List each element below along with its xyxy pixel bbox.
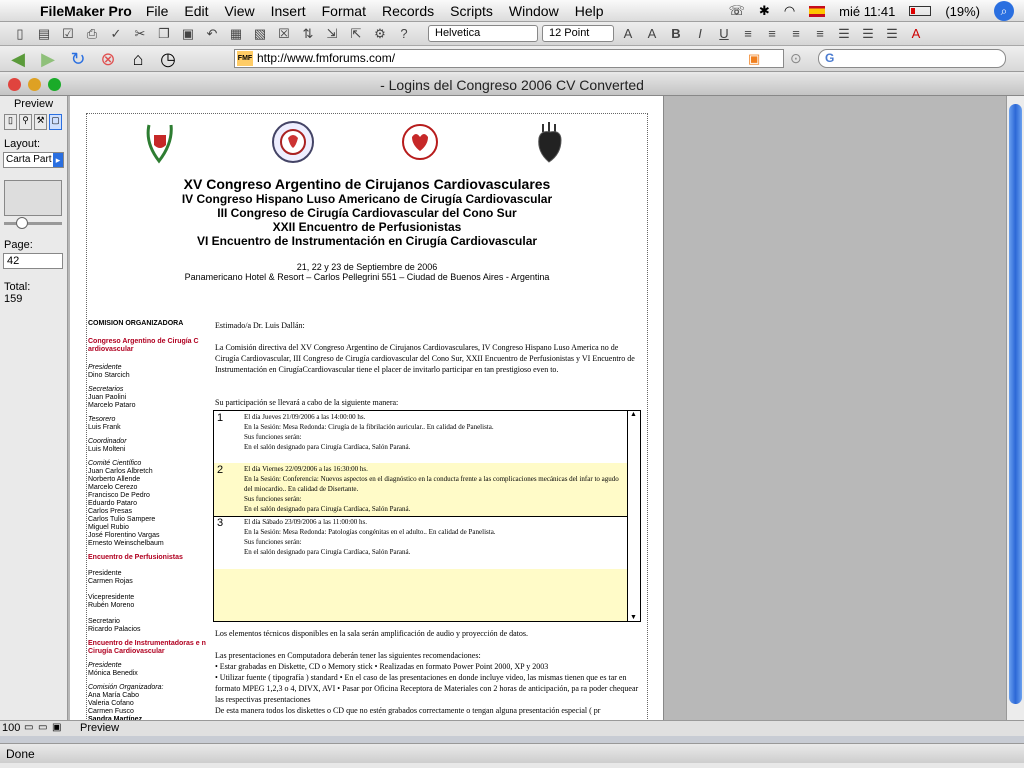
menu-edit[interactable]: Edit bbox=[184, 2, 209, 19]
preview-tool-icon[interactable]: ▢ bbox=[49, 114, 62, 130]
layout-label: Layout: bbox=[4, 138, 41, 150]
session-room: En el salón designado para Cirugía Cardíaca, Salón Paraná. bbox=[244, 548, 411, 556]
browser-toolbar bbox=[0, 46, 1024, 72]
window-title: - Logins del Congreso 2006 CV Converted bbox=[380, 77, 644, 93]
tool-palette bbox=[4, 114, 67, 130]
new-doc-icon[interactable]: ▯ bbox=[16, 25, 24, 41]
title-1: XV Congreso Argentino de Cirujanos Cardiovasculares bbox=[183, 176, 551, 192]
bold-icon[interactable]: B bbox=[671, 25, 681, 41]
menu-extras bbox=[729, 0, 1024, 22]
committee-congress: Congreso Argentino de Cirugía C ardiovascular bbox=[88, 338, 199, 353]
committee-instrumentadoras: Encuentro de Instrumentadoras e n Cirugía Cardiovascular bbox=[88, 640, 206, 655]
justify-icon[interactable]: ≡ bbox=[816, 25, 824, 41]
anatomical-heart-icon bbox=[532, 118, 568, 166]
event-date: 21, 22 y 23 de Septiembre de 2006 bbox=[296, 262, 438, 272]
member-name: Miguel Rubio bbox=[88, 524, 129, 531]
close-icon[interactable] bbox=[8, 78, 21, 91]
align-left-icon[interactable]: ≡ bbox=[744, 25, 752, 41]
society-seal-icon bbox=[270, 118, 316, 166]
member-name: Carlos Tulio Sampere bbox=[88, 516, 156, 523]
preview-page bbox=[70, 96, 664, 720]
event-venue: Panamericano Hotel & Resort – Carlos Pellegrini 551 – Ciudad de Buenos Aires - Argentina bbox=[184, 272, 550, 282]
role-label: Comité Científico bbox=[88, 460, 142, 467]
menu-window[interactable]: Window bbox=[508, 2, 559, 19]
member-name: Marcelo Pataro bbox=[88, 402, 136, 409]
role-label: Secretarios bbox=[88, 386, 124, 393]
menu-format[interactable]: Format bbox=[321, 2, 366, 19]
delete-record-icon[interactable]: ☒ bbox=[278, 25, 290, 41]
portal-row[interactable] bbox=[214, 516, 628, 570]
menu-view[interactable]: View bbox=[224, 2, 255, 19]
browser-status-bar bbox=[0, 743, 1024, 763]
stop-icon[interactable]: ⊗ bbox=[100, 48, 116, 69]
favicon-icon: FMF bbox=[237, 51, 253, 66]
scroll-down-icon[interactable]: ▼ bbox=[630, 614, 637, 621]
page-booklet-icon[interactable] bbox=[4, 180, 62, 216]
session-room: En el salón designado para Cirugía Cardíaca, Salón Paraná. bbox=[244, 505, 411, 513]
role-label: Presidente bbox=[88, 570, 122, 577]
battery-percent: (19%) bbox=[945, 3, 980, 19]
title-5: VI Encuentro de Instrumentación en Cirugía Cardiovascular bbox=[196, 234, 538, 248]
session-role: Sus funciones serán: bbox=[244, 538, 302, 546]
layout-tool-icon[interactable]: ⚒ bbox=[34, 114, 47, 130]
phone-icon[interactable]: ☏ bbox=[728, 3, 745, 18]
duplicate-record-icon[interactable]: ▧ bbox=[253, 25, 267, 41]
title-2: IV Congreso Hispano Luso Americano de Cirugía Cardiovascular bbox=[181, 192, 553, 206]
portal-scrollbar[interactable] bbox=[627, 411, 640, 621]
committee-perfusionistas: Encuentro de Perfusionistas bbox=[88, 554, 183, 561]
role-label: Tesorero bbox=[88, 416, 116, 423]
rss-icon[interactable]: ▣ bbox=[748, 51, 761, 66]
member-name: Ernesto Weinschelbaum bbox=[88, 540, 164, 547]
zoom-out-icon[interactable]: ▭ bbox=[24, 722, 34, 733]
session-date: El día Jueves 21/09/2006 a las 14:00:00 hs. bbox=[244, 413, 366, 421]
member-name: Carmen Fusco bbox=[88, 708, 134, 715]
minimize-icon[interactable] bbox=[28, 78, 41, 91]
session-date: El día Sábado 23/09/2006 a las 11:00:00 hs. bbox=[244, 518, 368, 526]
vertical-scrollbar[interactable] bbox=[1006, 96, 1024, 720]
member-name: Sandra Martínez bbox=[88, 716, 143, 720]
battery-icon[interactable] bbox=[909, 6, 931, 16]
italic-icon[interactable]: I bbox=[698, 25, 702, 41]
paste-icon[interactable]: ▣ bbox=[181, 25, 195, 41]
member-name: Carmen Rojas bbox=[88, 578, 133, 585]
back-icon[interactable]: ◀ bbox=[11, 48, 25, 69]
spotlight-icon[interactable]: ⌕ bbox=[994, 1, 1014, 21]
browse-tool-icon[interactable]: ▯ bbox=[4, 114, 17, 130]
elements-text: Los elementos técnicos disponibles en la sala serán amplificación de audio y proyección de datos. bbox=[215, 629, 529, 638]
session-role: Sus funciones serán: bbox=[244, 495, 302, 503]
role-label: Secretario bbox=[88, 618, 120, 625]
bluetooth-icon[interactable]: ✱ bbox=[758, 3, 770, 18]
status-area bbox=[0, 96, 68, 720]
clock[interactable]: mié 11:41 bbox=[839, 3, 896, 19]
wifi-icon[interactable]: ◠ bbox=[783, 3, 796, 18]
page-number-field[interactable]: 42 bbox=[3, 253, 63, 269]
go-icon[interactable]: ⊙ bbox=[790, 50, 802, 66]
role-label: Vicepresidente bbox=[88, 594, 135, 601]
mode-popup[interactable]: Preview bbox=[80, 722, 120, 734]
text-color-icon[interactable]: A bbox=[911, 25, 921, 41]
scroll-thumb[interactable] bbox=[1009, 104, 1022, 704]
filemaker-toolbar bbox=[0, 22, 1024, 46]
status-text: Done bbox=[6, 747, 35, 761]
greeting: Estimado/a Dr. Luis Dallán: bbox=[215, 321, 305, 330]
member-name: Luis Molteni bbox=[88, 446, 126, 453]
page-label: Page: bbox=[4, 239, 33, 251]
member-name: Juan Paolini bbox=[88, 394, 127, 401]
zoom-icon[interactable] bbox=[48, 78, 61, 91]
find-tool-icon[interactable]: ⚲ bbox=[19, 114, 32, 130]
member-name: Ana María Cabo bbox=[88, 692, 139, 699]
reload-icon[interactable]: ↻ bbox=[70, 48, 86, 69]
google-icon: G bbox=[825, 51, 835, 65]
spell-icon[interactable]: ✓ bbox=[110, 25, 122, 41]
menu-bar bbox=[0, 0, 1024, 22]
member-name: Mónica Benedix bbox=[88, 670, 138, 677]
slider-thumb[interactable] bbox=[16, 217, 28, 229]
export-icon[interactable]: ⇱ bbox=[350, 25, 362, 41]
bullet-2: • Utilizar fuente ( tipografía ) standard • En el caso de las presentaciones en donde incluye video, las mismas tienen que es tar en formato MPEG 1,2,3 o 4, DIVX, AVI • Pasar por Oficina Receptora de Materiales con 2 horas de anticipación, pa ra poder chequear las respectivas presentaciones bbox=[215, 673, 639, 704]
row-number: 1 bbox=[217, 412, 224, 424]
portal-row[interactable] bbox=[214, 411, 628, 465]
session-title: En la Sesión: Conferencia: Nuevos aspectos en el diagnóstico en la conducta frente a las complicaciones mecánicas del infar to agudo del miocardio.. En calidad de Disertante. bbox=[244, 475, 619, 493]
scroll-up-icon[interactable]: ▲ bbox=[630, 411, 637, 418]
session-room: En el salón designado para Cirugía Cardíaca, Salón Paraná. bbox=[244, 443, 411, 451]
indent-icon[interactable]: ☰ bbox=[862, 25, 874, 41]
align-center-icon[interactable]: ≡ bbox=[768, 25, 776, 41]
total-label: Total: bbox=[4, 281, 31, 293]
size-select[interactable]: 12 Point bbox=[542, 25, 614, 42]
member-name: Norberto Allende bbox=[88, 476, 141, 483]
font-smaller-icon[interactable]: A bbox=[647, 25, 657, 41]
help-icon[interactable]: ? bbox=[400, 25, 408, 41]
dock-strip bbox=[0, 736, 1024, 743]
bullet-1: • Estar grabadas en Diskette, CD o Memory stick • Realizadas en formato Power Point 2000, XP y 2003 bbox=[215, 662, 549, 671]
row-number: 2 bbox=[217, 464, 224, 476]
session-title: En la Sesión: Mesa Redonda: Cirugía de la fibrilación auricular.. En calidad de Panelista. bbox=[244, 423, 494, 431]
new-record-icon[interactable]: ▦ bbox=[229, 25, 243, 41]
zoom-in-icon[interactable]: ▭ bbox=[38, 722, 48, 733]
wreath-logo-icon bbox=[142, 118, 178, 166]
window-titlebar[interactable] bbox=[0, 74, 1024, 96]
intro-paragraph: La Comisión directiva del XV Congreso Argentino de Cirujanos Cardiovasculares, IV Congreso Hispano Luso America no de Cirugía Cardiovascular, III Congreso de Cirugía cardiovascular del Cono Sur, XXII Encuentro de Perfusionistas y VI Encuentro de Instrumentación en CirugíaCcardiovascular tiene el placer de invitarlo participar en tan prestigioso even to. bbox=[215, 343, 635, 374]
align-right-icon[interactable]: ≡ bbox=[792, 25, 800, 41]
session-role: Sus funciones serán: bbox=[244, 433, 302, 441]
closing-text: De esta manera todos los diskettes o CD que no estén grabados correctamente o tengan alguna presentación especial ( pr bbox=[215, 706, 601, 715]
underline-icon[interactable]: U bbox=[719, 25, 729, 41]
member-name: Juan Carlos Albretch bbox=[88, 468, 153, 475]
line-spacing-icon[interactable]: ☰ bbox=[838, 25, 850, 41]
font-larger-icon[interactable]: A bbox=[623, 25, 633, 41]
role-label: Comisión Organizadora: bbox=[88, 684, 164, 691]
member-name: Dino Starcich bbox=[88, 372, 130, 379]
sort-icon[interactable]: ⇅ bbox=[302, 25, 314, 41]
total-value: 159 bbox=[4, 293, 23, 305]
outdent-icon[interactable]: ☰ bbox=[886, 25, 898, 41]
role-label: Presidente bbox=[88, 662, 122, 669]
print-icon[interactable]: ⎙ bbox=[86, 25, 98, 41]
member-name: Ricardo Palacios bbox=[88, 626, 141, 633]
sessions-portal[interactable] bbox=[213, 410, 641, 622]
flag-icon[interactable] bbox=[809, 6, 825, 17]
menu-scripts[interactable]: Scripts bbox=[450, 2, 493, 19]
heart-seal-icon bbox=[400, 118, 440, 166]
zoom-level[interactable]: 100 bbox=[2, 722, 21, 734]
role-label: Coordinador bbox=[88, 438, 127, 445]
member-name: Valeria Cofano bbox=[88, 700, 134, 707]
script-icon[interactable]: ⚙ bbox=[374, 25, 386, 41]
font-select[interactable]: Helvetica bbox=[428, 25, 538, 42]
copy-icon[interactable]: ❐ bbox=[158, 25, 170, 41]
cut-icon[interactable]: ✂ bbox=[134, 25, 146, 41]
committee-heading: COMISION ORGANIZADORA bbox=[88, 320, 184, 327]
menu-file[interactable]: File bbox=[145, 2, 169, 19]
member-name: Rubén Moreno bbox=[88, 602, 135, 609]
url-field[interactable] bbox=[234, 49, 784, 68]
open-icon[interactable]: ▤ bbox=[37, 25, 51, 41]
member-name: Marcelo Cerezo bbox=[88, 484, 138, 491]
menu-help[interactable]: Help bbox=[574, 2, 604, 19]
participation-text: Su participación se llevará a cabo de la siguiente manera: bbox=[215, 398, 399, 407]
member-name: José Florentino Vargas bbox=[88, 532, 160, 539]
portal-empty-row[interactable] bbox=[214, 569, 628, 621]
presentations-text: Las presentaciones en Computadora deberán tener las siguientes recomendaciones: bbox=[215, 651, 481, 660]
member-name: Eduardo Pataro bbox=[88, 500, 138, 507]
undo-icon[interactable]: ↶ bbox=[206, 25, 218, 41]
session-title: En la Sesión: Mesa Redonda: Patologías congénitas en el adulto.. En calidad de Panelista. bbox=[244, 528, 496, 536]
status-toggle-icon[interactable]: ▣ bbox=[52, 722, 62, 733]
checkbox-icon[interactable]: ☑ bbox=[62, 25, 74, 41]
zoom-strip bbox=[0, 720, 1024, 736]
app-menu[interactable]: FileMaker Pro bbox=[40, 2, 132, 19]
home-icon[interactable]: ⌂ bbox=[132, 48, 144, 69]
search-field[interactable] bbox=[818, 49, 1006, 68]
member-name: Luis Frank bbox=[88, 424, 121, 431]
forward-icon[interactable]: ▶ bbox=[41, 48, 55, 69]
history-icon[interactable]: ◷ bbox=[160, 48, 176, 69]
title-4: XXII Encuentro de Perfusionistas bbox=[272, 220, 462, 234]
committee-column bbox=[88, 320, 206, 720]
page-slider[interactable] bbox=[4, 222, 62, 225]
menu-records[interactable]: Records bbox=[381, 2, 435, 19]
url-text: http://www.fmforums.com/ bbox=[257, 51, 396, 65]
menu-insert[interactable]: Insert bbox=[270, 2, 306, 19]
session-date: El día Viernes 22/09/2006 a las 16:30:00 hs. bbox=[244, 465, 368, 473]
mode-label: Preview bbox=[13, 98, 54, 110]
layout-popup[interactable]: Carta Part ▸ bbox=[3, 152, 64, 168]
import-icon[interactable]: ⇲ bbox=[326, 25, 338, 41]
member-name: Francisco De Pedro bbox=[88, 492, 150, 499]
row-number: 3 bbox=[217, 517, 224, 529]
member-name: Carlos Presas bbox=[88, 508, 132, 515]
title-3: III Congreso de Cirugía Cardiovascular del Cono Sur bbox=[217, 206, 517, 220]
portal-row[interactable] bbox=[214, 463, 628, 517]
role-label: Presidente bbox=[88, 364, 122, 371]
